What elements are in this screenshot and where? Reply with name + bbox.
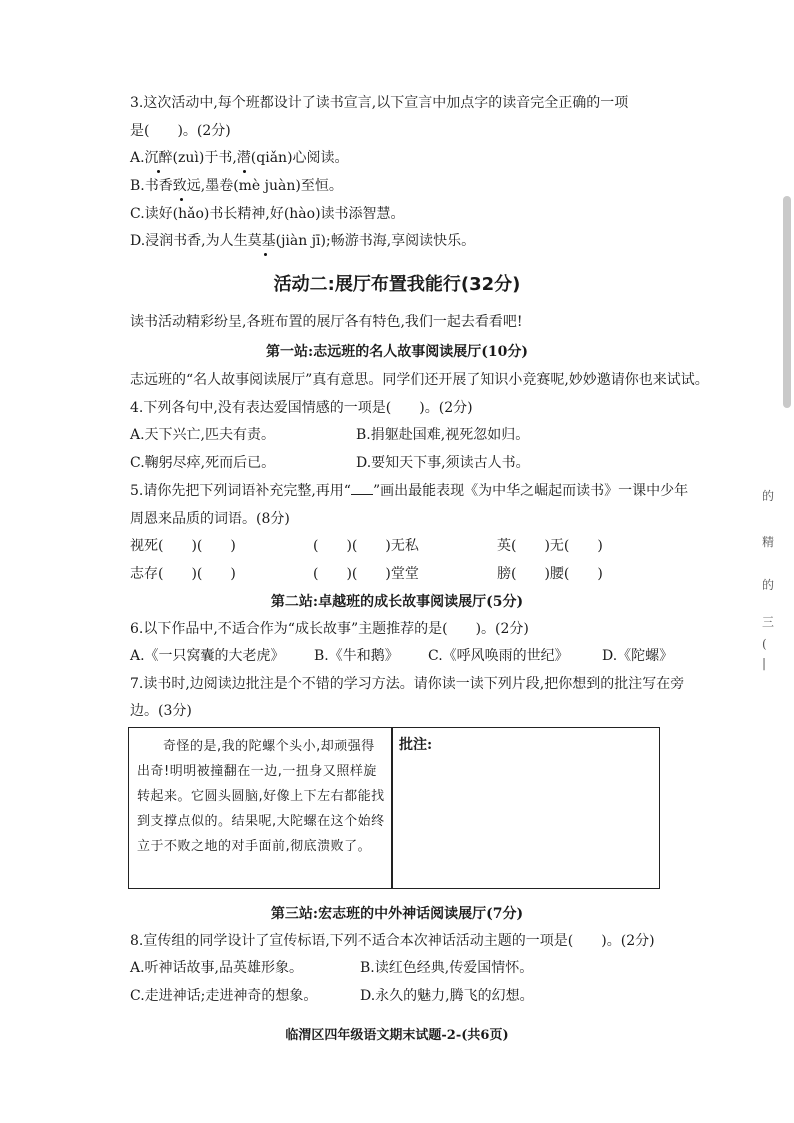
q7-annotation-label: 批注:	[399, 737, 433, 753]
emphasis-dot	[264, 253, 267, 256]
edge-char: 的	[762, 489, 775, 503]
q3-option-b: B.书香致远,墨卷(mè juàn)至恒。	[130, 178, 343, 194]
edge-char: 的	[762, 578, 775, 592]
station1-title: 第一站:志远班的名人故事阅读展厅(10分)	[266, 344, 528, 360]
q6-option-d: D.《陀螺》	[602, 648, 674, 664]
q6-stem: 6.以下作品中,不适合作为“成长故事”主题推荐的是( )。(2分)	[130, 621, 529, 637]
page-footer: 临渭区四年级语文期末试题-2-(共6页)	[285, 1028, 509, 1043]
q6-option-b: B.《牛和鹅》	[314, 648, 399, 664]
q3-option-a: A.沉醉(zuì)于书,潜(qiǎn)心阅读。	[130, 150, 349, 166]
q5-word-4[interactable]: 志存( )( )	[130, 566, 236, 582]
q8-stem: 8.宣传组的同学设计了宣传标语,下列不适合本次神话活动主题的一项是( )。(2分)	[130, 933, 655, 949]
edge-char: 精	[762, 535, 775, 549]
q8-option-d: D.永久的魅力,腾飞的幻想。	[360, 988, 534, 1004]
q4-stem: 4.下列各句中,没有表达爱国情感的一项是( )。(2分)	[130, 400, 473, 416]
q5-word-3[interactable]: 英( )无( )	[497, 538, 603, 554]
q7-stem-line2: 边。(3分)	[130, 703, 192, 719]
q3-option-d: D.浸润书香,为人生莫基(jiàn jī);畅游书海,享阅读快乐。	[130, 233, 476, 249]
emphasis-dot	[157, 170, 160, 173]
q6-option-a: A.《一只窝囊的大老虎》	[130, 648, 285, 664]
underline-sample	[351, 482, 373, 495]
q5-word-1[interactable]: 视死( )( )	[130, 538, 236, 554]
station1-intro: 志远班的“名人故事阅读展厅”真有意思。同学们还开展了知识小竞赛呢,妙妙邀请你也来试试。	[130, 372, 709, 388]
q4-option-c: C.鞠躬尽瘁,死而后已。	[130, 455, 276, 471]
q3-option-c: C.读好(hǎo)书长精神,好(hào)读书添智慧。	[130, 206, 405, 222]
activity2-intro: 读书活动精彩纷呈,各班布置的展厅各有特色,我们一起去看看吧!	[130, 314, 523, 330]
q6-option-c: C.《呼风唤雨的世纪》	[428, 648, 569, 664]
edge-char: |	[762, 656, 767, 670]
q4-option-a: A.天下兴亡,匹夫有责。	[130, 427, 276, 443]
vertical-scrollbar[interactable]	[783, 196, 791, 408]
q8-option-c: C.走进神话;走进神奇的想象。	[130, 988, 318, 1004]
q8-option-a: A.听神话故事,品英雄形象。	[130, 960, 304, 976]
q4-option-b: B.捐躯赴国难,视死忽如归。	[356, 427, 530, 443]
q4-option-d: D.要知天下事,须读古人书。	[356, 455, 530, 471]
q5-stem-line1	[130, 481, 688, 501]
q8-option-b: B.读红色经典,传爱国情怀。	[360, 960, 534, 976]
edge-char: (	[762, 637, 767, 651]
q7-passage-text: 奇怪的是,我的陀螺个头小,却顽强得出奇!明明被撞翻在一边,一扭身又照样旋转起来。它圆头圆脑,好像上下左右都能找到支撑点似的。结果呢,大陀螺在这个始终立于不败之地的对手面前,彻底溃败了。	[137, 739, 385, 854]
q7-stem-line1: 7.读书时,边阅读边批注是个不错的学习方法。请你读一读下列片段,把你想到的批注写在旁	[130, 676, 685, 692]
q3-stem-line1: 3.这次活动中,每个班都设计了读书宣言,以下宣言中加点字的读音完全正确的一项	[130, 95, 629, 111]
emphasis-dot	[180, 198, 183, 201]
q5-word-2[interactable]: ( )( )无私	[313, 538, 419, 554]
q7-passage-table	[128, 727, 660, 889]
q5-stem-part1: 5.请你先把下列词语补充完整,再用“	[130, 483, 351, 499]
station2-title: 第二站:卓越班的成长故事阅读展厅(5分)	[270, 594, 524, 610]
q5-stem-line2: 周恩来品质的词语。(8分)	[130, 511, 290, 527]
q3-stem-line2: 是( )。(2分)	[130, 123, 231, 139]
edge-char: 三	[762, 615, 775, 629]
table-divider	[391, 728, 393, 888]
q5-stem-part2: ”画出最能表现《为中华之崛起而读书》一课中少年	[372, 483, 689, 499]
activity2-title: 活动二:展厅布置我能行(32分)	[273, 274, 521, 295]
station3-title: 第三站:宏志班的中外神话阅读展厅(7分)	[270, 906, 524, 922]
q5-word-5[interactable]: ( )( )堂堂	[313, 566, 419, 582]
q5-word-6[interactable]: 膀( )腰( )	[497, 566, 603, 582]
emphasis-dot	[243, 170, 246, 173]
